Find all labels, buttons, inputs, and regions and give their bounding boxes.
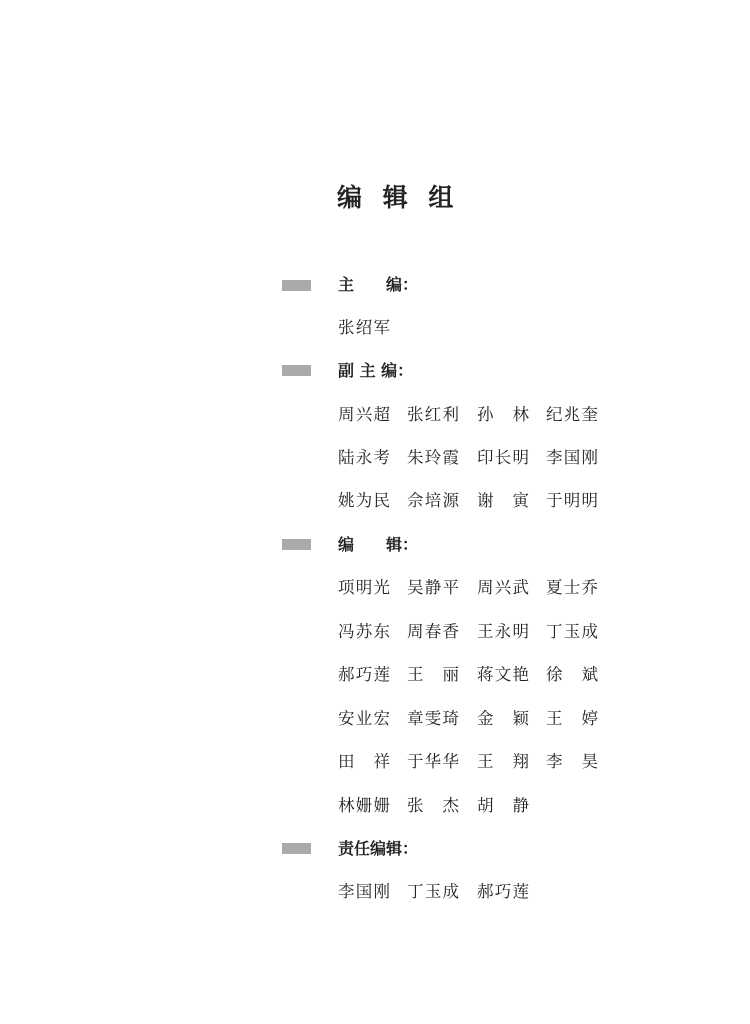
name: 胡 静 <box>477 796 529 815</box>
name: 丁玉成 <box>407 882 459 901</box>
name: 田 祥 <box>338 752 390 771</box>
name-row <box>338 403 618 427</box>
role-editor-in-chief: 主 编： <box>338 275 419 294</box>
name: 纪兆奎 <box>546 405 598 424</box>
name-row <box>338 750 618 774</box>
name: 李国刚 <box>338 882 390 901</box>
name-row <box>338 446 618 470</box>
name: 郝巧莲 <box>477 882 529 901</box>
name: 孙 林 <box>477 405 529 424</box>
name-row <box>338 489 618 513</box>
name: 金 颖 <box>477 709 529 728</box>
name: 于华华 <box>407 752 459 771</box>
name: 王 丽 <box>407 665 459 684</box>
name: 周兴武 <box>477 578 529 597</box>
name: 陆永考 <box>338 448 390 467</box>
section-marker <box>282 280 311 291</box>
page-title: 编 辑 组 <box>337 183 460 212</box>
name: 佘培源 <box>407 491 459 510</box>
name: 周春香 <box>407 622 459 641</box>
name-row <box>338 880 618 904</box>
name: 郝巧莲 <box>338 665 390 684</box>
name: 李国刚 <box>546 448 598 467</box>
section-marker <box>282 843 311 854</box>
section-marker <box>282 365 311 376</box>
name: 夏士乔 <box>546 578 598 597</box>
name: 章雯琦 <box>407 709 459 728</box>
name: 项明光 <box>338 578 390 597</box>
name: 于明明 <box>546 491 598 510</box>
name: 徐 斌 <box>546 665 598 684</box>
name: 丁玉成 <box>546 622 598 641</box>
name-row <box>338 707 618 731</box>
name: 张绍军 <box>338 318 390 337</box>
name: 张红利 <box>407 405 459 424</box>
role-deputy-editor: 副 主 编： <box>338 361 414 380</box>
name: 吴静平 <box>407 578 459 597</box>
name: 朱玲霞 <box>407 448 459 467</box>
role-responsible-editor: 责任编辑： <box>338 839 419 858</box>
name-row <box>338 316 618 340</box>
name-row <box>338 663 618 687</box>
name: 林姗姗 <box>338 796 390 815</box>
name: 周兴超 <box>338 405 390 424</box>
name-row <box>338 576 618 600</box>
name: 王 翔 <box>477 752 529 771</box>
name-row <box>338 794 618 818</box>
name: 谢 寅 <box>477 491 529 510</box>
name: 蒋文艳 <box>477 665 529 684</box>
name: 李 昊 <box>546 752 598 771</box>
name: 王永明 <box>477 622 529 641</box>
name: 安业宏 <box>338 709 390 728</box>
name: 张 杰 <box>407 796 459 815</box>
role-editor: 编 辑： <box>338 535 419 554</box>
name: 姚为民 <box>338 491 390 510</box>
name: 印长明 <box>477 448 529 467</box>
name-row <box>338 620 618 644</box>
name: 冯苏东 <box>338 622 390 641</box>
name: 王 婷 <box>546 709 598 728</box>
section-marker <box>282 539 311 550</box>
